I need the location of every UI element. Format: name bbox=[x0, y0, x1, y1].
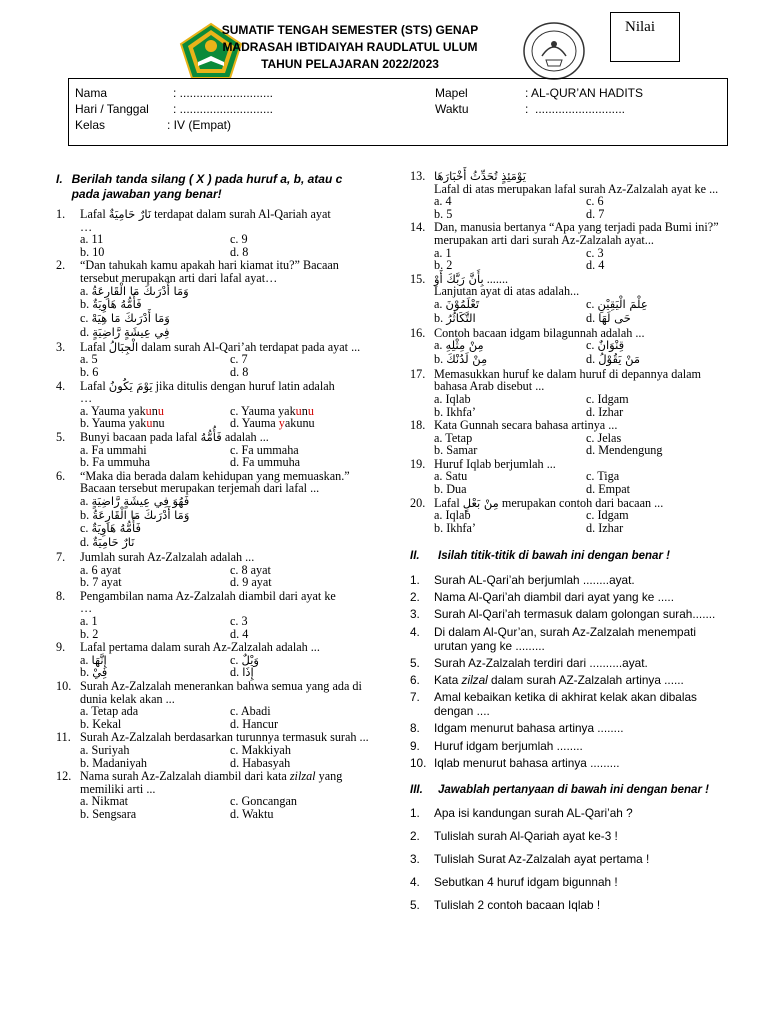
q20-opt[interactable]: b. Ikhfa’ bbox=[434, 520, 476, 535]
fill-item bbox=[410, 625, 730, 653]
fill-in-list bbox=[410, 573, 730, 770]
q5-text-a: Bunyi bacaan pada lafal bbox=[80, 429, 201, 444]
q4-opt-c-text: c. Yauma yak bbox=[230, 403, 296, 418]
q2-opt-letter: c. bbox=[80, 311, 92, 326]
q13-opt[interactable]: a. 4 bbox=[434, 194, 452, 209]
q4-opt-a-red: u bbox=[145, 403, 152, 418]
q11-opt[interactable]: c. Makkiyah bbox=[230, 742, 291, 757]
q4-arabic: يَوْمَ يَكُونُ bbox=[108, 378, 153, 393]
q2-opt-arabic: فَأُمُّهُ هَاوِيَةٌ bbox=[92, 297, 142, 312]
time-field[interactable]: : ........................... bbox=[525, 102, 626, 116]
fill-item bbox=[410, 607, 730, 621]
q8-number: 8. bbox=[56, 588, 66, 603]
q15-opt[interactable] bbox=[586, 298, 730, 312]
q3-text-a: Lafal bbox=[80, 339, 109, 354]
q8-opt[interactable]: d. 4 bbox=[230, 626, 249, 641]
date-field[interactable]: : ............................ bbox=[173, 102, 274, 116]
q5-opt[interactable]: a. Fa ummahi bbox=[80, 442, 147, 457]
fill-item bbox=[410, 673, 730, 687]
q15-opt-arabic: عِلْمَ الْيَقِيْنِ bbox=[597, 296, 648, 311]
q12-text-a: Nama surah Az-Zalzalah diambil dari kata bbox=[80, 769, 290, 784]
q4-opt-a-text2: n bbox=[151, 403, 158, 418]
header-line-2: MADRASAH IBTIDAIYAH RAUDLATUL ULUM bbox=[222, 40, 478, 54]
q2-opt[interactable] bbox=[80, 326, 372, 340]
q16-opt[interactable] bbox=[586, 353, 730, 367]
q17-opt[interactable]: d. Izhar bbox=[586, 404, 624, 419]
q18-text: Kata Gunnah secara bahasa artinya ... bbox=[434, 418, 618, 433]
q4-opt-a-red2: u bbox=[157, 403, 164, 418]
fill-item-text: Nama Al-Qari’ah diambil dari ayat yang ke ..... bbox=[434, 590, 674, 605]
q4-opt-b-text: b. Yauma yak bbox=[80, 416, 147, 431]
fill-item-number: 9. bbox=[410, 738, 420, 753]
right-column bbox=[410, 170, 730, 916]
question-12 bbox=[56, 770, 372, 820]
essay-item-text: Tulislah surah Al-Qariah ayat ke-3 ! bbox=[434, 829, 618, 844]
q16-opt-arabic: مَنْ يَقُوْلُ bbox=[598, 351, 641, 366]
fill-item-number: 6. bbox=[410, 672, 420, 687]
q19-text: Huruf Iqlab berjumlah ... bbox=[434, 456, 556, 471]
name-field[interactable]: : ............................ bbox=[173, 86, 274, 100]
fill-item bbox=[410, 573, 730, 587]
q6-opt[interactable] bbox=[80, 536, 372, 550]
q16-number: 16. bbox=[410, 325, 426, 340]
q6-opt-letter: d. bbox=[80, 535, 93, 550]
question-6 bbox=[56, 470, 372, 550]
q12-opt[interactable]: d. Waktu bbox=[230, 806, 274, 821]
q4-opt-c-red2: u bbox=[307, 403, 314, 418]
q15-opt-letter: b. bbox=[434, 310, 447, 325]
q18-number: 18. bbox=[410, 418, 426, 433]
q14-opt[interactable]: b. 2 bbox=[434, 258, 453, 273]
q12-opt[interactable]: a. Nikmat bbox=[80, 794, 129, 809]
q4-opt-d-text2: akunu bbox=[284, 416, 315, 431]
q9-opt[interactable] bbox=[80, 666, 222, 679]
q15-text: Lanjutan ayat di atas adalah... bbox=[434, 284, 580, 299]
question-17 bbox=[410, 368, 730, 418]
q4-opt-d[interactable] bbox=[230, 417, 372, 430]
fill-item-number: 10. bbox=[410, 755, 427, 770]
section-2-number: II. bbox=[410, 550, 420, 563]
q17-text: Memasukkan huruf ke dalam huruf di depannya dalam bahasa Arab disebut ... bbox=[434, 366, 702, 394]
q19-opt[interactable]: c. Tiga bbox=[586, 469, 620, 484]
essay-item bbox=[410, 875, 730, 889]
q7-opt[interactable]: a. 6 ayat bbox=[80, 562, 121, 577]
q19-opt[interactable]: b. Dua bbox=[434, 482, 467, 497]
q15-opt-letter: c. bbox=[586, 296, 598, 311]
q9-opt[interactable] bbox=[230, 666, 372, 679]
q13-opt[interactable]: d. 7 bbox=[586, 206, 605, 221]
q16-opt[interactable] bbox=[434, 339, 578, 353]
section-3-number: III. bbox=[410, 783, 423, 796]
q18-opt[interactable]: c. Jelas bbox=[586, 430, 622, 445]
q16-opt-letter: a. bbox=[434, 338, 446, 353]
q1-number: 1. bbox=[56, 207, 66, 221]
question-2 bbox=[56, 259, 372, 339]
class-value: : IV (Empat) bbox=[167, 118, 232, 132]
q20-opt[interactable]: a. Iqlab bbox=[434, 508, 471, 523]
q8-opt[interactable]: c. 3 bbox=[230, 614, 248, 629]
section-3-heading bbox=[410, 784, 730, 797]
header-line-3: TAHUN PELAJARAN 2022/2023 bbox=[261, 57, 439, 71]
q20-opt[interactable]: c. Idgam bbox=[586, 508, 629, 523]
q18-opt[interactable]: d. Mendengung bbox=[586, 443, 663, 458]
q16-opt-arabic: مِنْ لَدُنْكَ bbox=[446, 351, 488, 366]
q6-opt-letter: a. bbox=[80, 493, 92, 508]
q6-opt-arabic: وَمَا أَدْرَىكَ مَا الْقَارِعَةُ bbox=[92, 507, 190, 522]
q15-number: 15. bbox=[410, 271, 426, 286]
q5-opt[interactable]: c. Fa ummaha bbox=[230, 442, 299, 457]
header-line-1: SUMATIF TENGAH SEMESTER (STS) GENAP bbox=[221, 23, 479, 37]
q13-number: 13. bbox=[410, 169, 426, 183]
q9-opt-letter: a. bbox=[80, 652, 92, 667]
q6-opt-letter: c. bbox=[80, 521, 92, 536]
q7-opt[interactable]: b. 7 ayat bbox=[80, 575, 122, 590]
section-2-heading bbox=[410, 550, 730, 563]
q6-opt-arabic: نَارٌ حَامِيَةٌ bbox=[92, 535, 135, 550]
q14-opt[interactable]: c. 3 bbox=[586, 245, 604, 260]
q19-opt[interactable]: a. Satu bbox=[434, 469, 468, 484]
essay-item-number: 5. bbox=[410, 898, 420, 913]
q13-arabic: يَوْمَئِذٍ تُحَدِّثُ أَخْبَارَهَا bbox=[434, 169, 527, 183]
q16-opt-letter: c. bbox=[586, 338, 598, 353]
score-label: Nilai bbox=[625, 19, 655, 35]
essay-item bbox=[410, 852, 730, 866]
q12-text-b: yang memiliki arti ... bbox=[80, 769, 343, 796]
fill-item bbox=[410, 656, 730, 670]
fill-item-number: 1. bbox=[410, 573, 420, 588]
question-13 bbox=[410, 170, 730, 220]
time-label: Waktu bbox=[435, 102, 469, 116]
fill-item bbox=[410, 721, 730, 735]
question-8 bbox=[56, 590, 372, 640]
fill-item-text: Huruf idgam berjumlah ........ bbox=[434, 738, 583, 753]
question-15 bbox=[410, 273, 730, 326]
q1-text-a: Lafal bbox=[80, 207, 109, 221]
q6-opt-arabic: فَهُوَ فِي عِيشَةٍ رَّاضِيَةٍ bbox=[91, 493, 190, 508]
fill-item-number: 5. bbox=[410, 655, 420, 670]
subject-value: : AL-QUR’AN HADITS bbox=[525, 86, 644, 100]
q5-number: 5. bbox=[56, 429, 66, 444]
q9-opt-arabic: وَيْلٌ bbox=[241, 652, 259, 667]
q18-opt[interactable]: b. Samar bbox=[434, 443, 478, 458]
q17-number: 17. bbox=[410, 366, 426, 381]
fill-item-text: Surah AL-Qari’ah berjumlah ........ayat. bbox=[434, 573, 635, 588]
q6-opt[interactable] bbox=[80, 522, 372, 536]
fill-item-text: Idgam menurut bahasa artinya ........ bbox=[434, 721, 624, 736]
q20-arabic: مِنْ بَعْلٍ bbox=[462, 495, 499, 510]
q15-opt-arabic: تَعْلَمُوْنَ bbox=[445, 296, 480, 311]
q15-dots: ....... bbox=[483, 271, 509, 286]
q15-arabic: بِأَنَّ رَبَّكَ أَوْ bbox=[434, 271, 484, 286]
q10-number: 10. bbox=[56, 679, 72, 693]
q7-opt[interactable]: c. 8 ayat bbox=[230, 562, 271, 577]
section-3-title: Jawablah pertanyaan di bawah ini dengan benar ! bbox=[438, 783, 709, 796]
q11-opt[interactable]: a. Suriyah bbox=[80, 742, 130, 757]
q10-opt[interactable]: a. Tetap ada bbox=[80, 704, 139, 719]
q2-opt-arabic: فِي عِيشَةٍ رَّاضِيَةٍ bbox=[92, 324, 170, 339]
essay-item-text: Tulislah 2 contoh bacaan Iqlab ! bbox=[434, 898, 601, 913]
q6-opt-arabic: فَأُمُّهُ هَاوِيَةٌ bbox=[91, 521, 141, 536]
essay-item-text: Tulislah Surat Az-Zalzalah ayat pertama ! bbox=[434, 852, 650, 867]
q4-opt-d-red: y bbox=[278, 416, 285, 431]
q3-opt[interactable]: b. 6 bbox=[80, 364, 99, 379]
q11-opt[interactable]: d. Habasyah bbox=[230, 755, 291, 770]
q5-arabic: فَأُمُّهُ bbox=[200, 429, 222, 444]
q9-opt-letter: d. bbox=[230, 665, 243, 680]
section-1-heading bbox=[56, 172, 372, 202]
fill-item-text: Surah Az-Zalzalah terdiri dari ..........ayat. bbox=[434, 655, 648, 670]
q16-opt[interactable] bbox=[434, 353, 578, 367]
q4-opt-a-text: a. Yauma yak bbox=[80, 403, 146, 418]
q12-opt[interactable]: b. Sengsara bbox=[80, 806, 137, 821]
q15-opt[interactable] bbox=[434, 298, 578, 312]
q19-number: 19. bbox=[410, 456, 426, 471]
q16-opt-letter: b. bbox=[434, 351, 447, 366]
essay-item-number: 4. bbox=[410, 875, 420, 890]
q4-opt-b[interactable] bbox=[80, 417, 222, 430]
q9-opt-letter: c. bbox=[230, 652, 242, 667]
essay-item-number: 2. bbox=[410, 829, 420, 844]
q1-opt[interactable]: a. 11 bbox=[80, 232, 104, 247]
question-19 bbox=[410, 458, 730, 496]
q15-opt-arabic: التَّكَاثُرُ bbox=[446, 310, 476, 325]
q6-opt-letter: b. bbox=[80, 507, 93, 522]
q1-opt[interactable]: c. 9 bbox=[230, 232, 248, 247]
fill-item-number: 8. bbox=[410, 721, 420, 736]
q7-number: 7. bbox=[56, 550, 66, 565]
q13-opt[interactable]: c. 6 bbox=[586, 194, 604, 209]
q3-number: 3. bbox=[56, 339, 66, 354]
q17-opt[interactable]: a. Iqlab bbox=[434, 391, 471, 406]
q9-number: 9. bbox=[56, 640, 66, 655]
name-label: Nama bbox=[75, 86, 108, 100]
fill-item-text-italic: zilzal bbox=[461, 672, 488, 687]
school-logo-icon bbox=[520, 20, 588, 82]
q8-text: Pengambilan nama Az-Zalzalah diambil dari ayat ke bbox=[80, 588, 336, 603]
question-18 bbox=[410, 419, 730, 457]
q16-opt-letter: d. bbox=[586, 351, 599, 366]
q11-text: Surah Az-Zalzalah berdasarkan turunnya termasuk surah ... bbox=[80, 730, 369, 745]
fill-item bbox=[410, 690, 730, 718]
q11-number: 11. bbox=[56, 730, 71, 745]
question-1 bbox=[56, 208, 372, 258]
fill-item-text: Surah Al-Qari’ah termasuk dalam golongan surah....... bbox=[434, 607, 716, 622]
q14-opt[interactable]: a. 1 bbox=[434, 245, 452, 260]
q15-opt[interactable] bbox=[586, 312, 730, 326]
q12-opt[interactable]: c. Goncangan bbox=[230, 794, 298, 809]
q16-opt[interactable] bbox=[586, 339, 730, 353]
q3-text-b: dalam surah Al-Qari’ah terdapat pada ayat ... bbox=[138, 339, 361, 354]
left-column bbox=[56, 172, 372, 822]
q4-text-a: Lafal bbox=[80, 378, 109, 393]
q5-opt[interactable]: b. Fa ummuha bbox=[80, 455, 151, 470]
q2-opt-arabic: وَمَا أَدْرَىكَ مَا هِيَهْ bbox=[91, 311, 170, 326]
question-3 bbox=[56, 341, 372, 379]
q1-text-b: terdapat dalam surah Al-Qariah ayat bbox=[151, 207, 331, 221]
class-label: Kelas bbox=[75, 118, 106, 132]
q14-opt[interactable]: d. 4 bbox=[586, 258, 605, 273]
q14-text: Dan, manusia bertanya “Apa yang terjadi pada Bumi ini?” merupakan arti dari surah Az-Zalzalah ayat... bbox=[434, 220, 719, 247]
q6-opt[interactable] bbox=[80, 495, 372, 509]
q8-opt[interactable]: a. 1 bbox=[80, 614, 98, 629]
q3-opt[interactable]: d. 8 bbox=[230, 364, 249, 379]
q13-text: Lafal di atas merupakan lafal surah Az-Zalzalah ayat ke ... bbox=[434, 181, 719, 196]
question-9 bbox=[56, 641, 372, 679]
question-5 bbox=[56, 431, 372, 469]
q6-number: 6. bbox=[56, 468, 66, 483]
fill-item bbox=[410, 739, 730, 753]
q10-opt[interactable]: c. Abadi bbox=[230, 704, 271, 719]
q16-opt-arabic: مِنْ مِثْلِهِ bbox=[445, 338, 484, 353]
q9-opt-arabic: إِذَا bbox=[242, 665, 254, 680]
date-label: Hari / Tanggal bbox=[75, 102, 149, 116]
q2-opt-arabic: وَمَا أَدْرَىكَ مَا الْقَارِعَةُ bbox=[91, 283, 189, 298]
q1-opt[interactable]: b. 10 bbox=[80, 244, 105, 259]
q4-opt-d-text: d. Yauma bbox=[230, 416, 279, 431]
question-14 bbox=[410, 221, 730, 271]
q3-opt[interactable]: c. 7 bbox=[230, 352, 248, 367]
q15-opt-letter: a. bbox=[434, 296, 446, 311]
q10-opt[interactable]: b. Kekal bbox=[80, 716, 122, 731]
q12-number: 12. bbox=[56, 769, 72, 784]
essay-item-text: Sebutkan 4 huruf idgam bigunnah ! bbox=[434, 875, 618, 890]
essay-item bbox=[410, 829, 730, 843]
fill-item-text-b: dalam surah AZ-Zalzalah artinya ...... bbox=[487, 672, 684, 687]
question-11 bbox=[56, 731, 372, 769]
q17-opt[interactable]: c. Idgam bbox=[586, 391, 629, 406]
fill-item-text-a: Kata bbox=[434, 672, 462, 687]
q2-text: “Dan tahukah kamu apakah hari kiamat itu?” Bacaan tersebut merupakan arti dari lafal ayat… bbox=[80, 258, 339, 285]
q3-opt[interactable]: a. 5 bbox=[80, 352, 98, 367]
q9-opt-letter: b. bbox=[80, 665, 93, 680]
q13-opt[interactable]: b. 5 bbox=[434, 206, 453, 221]
q5-text-b: adalah ... bbox=[221, 429, 269, 444]
fill-item-number: 7. bbox=[410, 690, 420, 705]
q4-opt-c-red: u bbox=[295, 403, 302, 418]
q2-opt-letter: d. bbox=[80, 324, 93, 339]
q8-opt[interactable]: b. 2 bbox=[80, 626, 99, 641]
fill-item-number: 2. bbox=[410, 590, 420, 605]
q4-text-b: jika ditulis dengan huruf latin adalah bbox=[152, 378, 335, 393]
q4-opt-b-red: u bbox=[146, 416, 153, 431]
section-1-title: Berilah tanda silang ( X ) pada huruf a, b, atau c pada jawaban yang benar! bbox=[71, 172, 343, 201]
fill-item bbox=[410, 756, 730, 770]
q15-opt-arabic: حَى لَهَا bbox=[598, 310, 631, 325]
q1-text-c: … bbox=[80, 219, 93, 234]
q7-opt[interactable]: d. 9 ayat bbox=[230, 575, 272, 590]
q9-opt-arabic: إِنَّهَا bbox=[91, 652, 107, 667]
question-16 bbox=[410, 327, 730, 367]
q5-opt[interactable]: d. Fa ummuha bbox=[230, 455, 301, 470]
q8-text-c: … bbox=[80, 601, 93, 616]
subject-label: Mapel bbox=[435, 86, 468, 100]
q2-opt[interactable] bbox=[80, 312, 372, 326]
q9-text: Lafal pertama dalam surah Az-Zalzalah adalah ... bbox=[80, 640, 320, 655]
essay-item-number: 3. bbox=[410, 852, 420, 867]
q2-number: 2. bbox=[56, 258, 66, 273]
q15-opt-letter: d. bbox=[586, 310, 599, 325]
q6-text: “Maka dia berada dalam kehidupan yang memuaskan.” Bacaan tersebut merupakan terjemah dari lafal ... bbox=[80, 468, 350, 496]
essay-item bbox=[410, 806, 730, 820]
q11-opt[interactable]: b. Madaniyah bbox=[80, 755, 148, 770]
q12-text-italic: zilzal bbox=[289, 769, 316, 784]
fill-item-number: 3. bbox=[410, 607, 420, 622]
q3-arabic: الْجِبَالُ bbox=[108, 339, 139, 354]
section-1-number: I. bbox=[56, 172, 63, 186]
q17-opt[interactable]: b. Ikhfa’ bbox=[434, 404, 476, 419]
q1-opt[interactable]: d. 8 bbox=[230, 244, 249, 259]
q4-opt-b-text2: nu bbox=[152, 416, 165, 431]
q2-opt-letter: b. bbox=[80, 297, 93, 312]
q20-text-b: merupakan contoh dari bacaan ... bbox=[498, 495, 664, 510]
essay-item-text: Apa isi kandungan surah AL-Qari’ah ? bbox=[434, 806, 633, 821]
q7-text: Jumlah surah Az-Zalzalah adalah ... bbox=[80, 550, 255, 565]
essay-list bbox=[410, 806, 730, 912]
q4-text-c: … bbox=[80, 391, 93, 406]
q18-opt[interactable]: a. Tetap bbox=[434, 430, 473, 445]
essay-item bbox=[410, 898, 730, 912]
q4-number: 4. bbox=[56, 378, 66, 393]
fill-item-text: Amal kebaikan ketika di akhirat kelak akan dibalas dengan .... bbox=[434, 690, 697, 719]
q10-opt[interactable]: d. Hancur bbox=[230, 716, 279, 731]
fill-item-number: 4. bbox=[410, 624, 420, 639]
q15-opt[interactable] bbox=[434, 312, 578, 326]
q19-opt[interactable]: d. Empat bbox=[586, 482, 631, 497]
essay-item-number: 1. bbox=[410, 806, 420, 821]
q20-text-a: Lafal bbox=[434, 495, 463, 510]
fill-item-text: Iqlab menurut bahasa artinya ......... bbox=[434, 755, 620, 770]
q16-text: Contoh bacaan idgam bilagunnah adalah ... bbox=[434, 325, 645, 340]
question-7 bbox=[56, 551, 372, 589]
q2-opt-letter: a. bbox=[80, 283, 92, 298]
fill-item bbox=[410, 590, 730, 604]
q14-number: 14. bbox=[410, 220, 426, 235]
score-box bbox=[610, 12, 680, 62]
q1-arabic: نَارٌ حَامِيَةٌ bbox=[108, 207, 152, 221]
question-10 bbox=[56, 680, 372, 730]
q20-opt[interactable]: d. Izhar bbox=[586, 520, 624, 535]
question-4 bbox=[56, 380, 372, 430]
fill-item-text: Di dalam Al-Qur’an, surah Az-Zalzalah menempati urutan yang ke ......... bbox=[434, 624, 697, 653]
q20-number: 20. bbox=[410, 495, 426, 510]
student-info-box bbox=[68, 78, 728, 146]
q9-opt-arabic: فِيْ bbox=[92, 665, 108, 680]
section-2-title: Isilah titik-titik di bawah ini dengan benar ! bbox=[438, 550, 670, 563]
q10-text: Surah Az-Zalzalah menerankan bahwa semua yang ada di dunia kelak akan ... bbox=[80, 679, 362, 706]
q16-opt-arabic: قِنْوَانٌ bbox=[597, 338, 625, 353]
question-20 bbox=[410, 497, 730, 535]
q4-opt-c-text2: n bbox=[301, 403, 308, 418]
